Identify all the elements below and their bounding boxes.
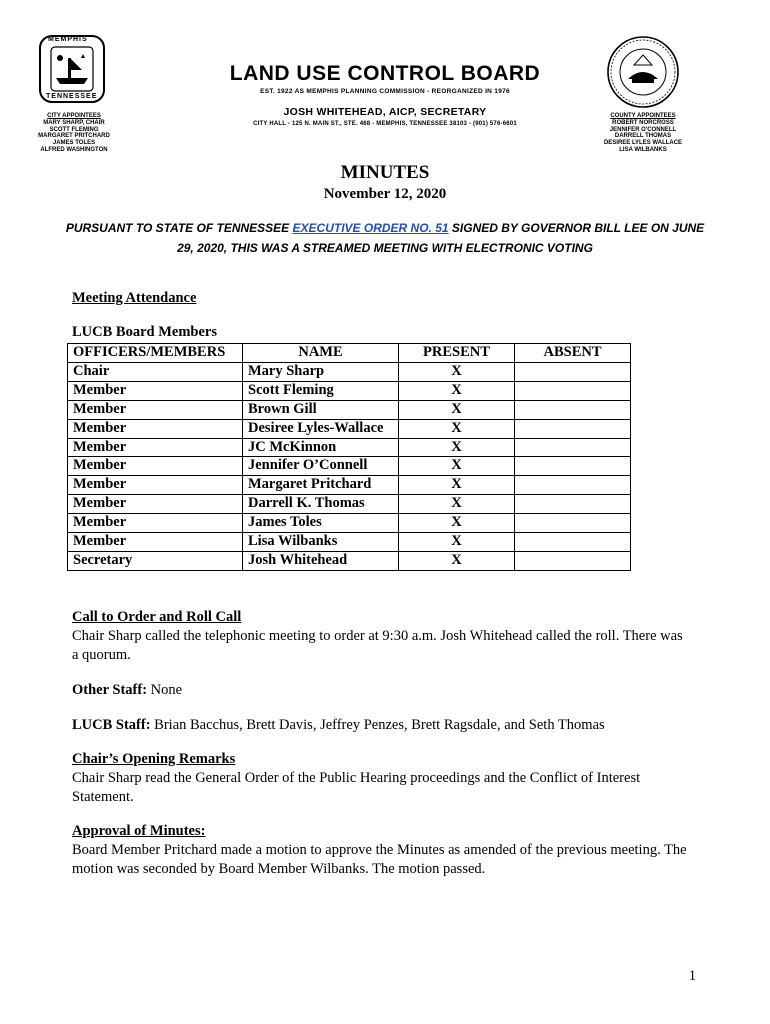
other-staff-line bbox=[72, 681, 182, 700]
role-cell: Member bbox=[68, 533, 243, 552]
table-row bbox=[68, 551, 631, 570]
other-staff-value: None bbox=[147, 682, 183, 698]
name-cell: Josh Whitehead bbox=[243, 551, 399, 570]
county-seal-logo bbox=[606, 35, 680, 109]
minutes-title: MINUTES bbox=[340, 162, 430, 183]
established-line: EST. 1922 AS MEMPHIS PLANNING COMMISSION - REORGANIZED IN 1976 bbox=[260, 88, 510, 95]
table-row bbox=[68, 400, 631, 419]
city-appointee: ALFRED WASHINGTON bbox=[40, 146, 108, 153]
absent-cell bbox=[515, 476, 631, 495]
county-appointee: DARRELL THOMAS bbox=[614, 133, 672, 140]
city-appointees bbox=[36, 113, 112, 154]
table-row bbox=[68, 381, 631, 400]
present-cell: X bbox=[399, 533, 515, 552]
absent-cell bbox=[515, 514, 631, 533]
city-appointee: MARY SHARP, CHAIR bbox=[43, 119, 105, 126]
absent-cell bbox=[515, 551, 631, 570]
role-cell: Member bbox=[68, 381, 243, 400]
absent-cell bbox=[515, 457, 631, 476]
city-appointee: MARGARET PRITCHARD bbox=[38, 133, 110, 140]
column-header-role: OFFICERS/MEMBERS bbox=[68, 344, 243, 363]
table-row bbox=[68, 419, 631, 438]
name-cell: JC McKinnon bbox=[243, 438, 399, 457]
present-cell: X bbox=[399, 457, 515, 476]
city-seal-text-top: MEMPHIS bbox=[48, 36, 88, 43]
absent-cell bbox=[515, 362, 631, 381]
role-cell: Member bbox=[68, 457, 243, 476]
role-cell: Secretary bbox=[68, 551, 243, 570]
absent-cell bbox=[515, 419, 631, 438]
address-line: CITY HALL - 125 N. MAIN ST., STE. 468 - MEMPHIS, TENNESSEE 38103 - (901) 576-6601 bbox=[253, 121, 517, 127]
approval-text: Board Member Pritchard made a motion to approve the Minutes as amended of the previous meeting. The motion was seconded by Board Member Wilbanks. The motion passed. bbox=[72, 842, 687, 877]
absent-cell bbox=[515, 438, 631, 457]
approval-heading: Approval of Minutes: bbox=[72, 823, 206, 839]
county-appointee: DESIREE LYLES WALLACE bbox=[603, 140, 683, 147]
county-appointee: LISA WILBANKS bbox=[619, 146, 667, 153]
role-cell: Member bbox=[68, 400, 243, 419]
name-cell: Brown Gill bbox=[243, 400, 399, 419]
board-title: LAND USE CONTROL BOARD bbox=[229, 62, 541, 85]
present-cell: X bbox=[399, 362, 515, 381]
table-header-row bbox=[68, 344, 631, 363]
role-cell: Member bbox=[68, 476, 243, 495]
name-cell: Jennifer O’Connell bbox=[243, 457, 399, 476]
column-header-present: PRESENT bbox=[399, 344, 515, 363]
name-cell: James Toles bbox=[243, 514, 399, 533]
role-cell: Member bbox=[68, 419, 243, 438]
present-cell: X bbox=[399, 400, 515, 419]
name-cell: Darrell K. Thomas bbox=[243, 495, 399, 514]
present-cell: X bbox=[399, 476, 515, 495]
name-cell: Margaret Pritchard bbox=[243, 476, 399, 495]
present-cell: X bbox=[399, 514, 515, 533]
city-appointee: JAMES TOLES bbox=[52, 140, 96, 147]
role-cell: Member bbox=[68, 495, 243, 514]
table-row bbox=[68, 533, 631, 552]
name-cell: Mary Sharp bbox=[243, 362, 399, 381]
pursuant-notice bbox=[60, 218, 710, 258]
table-row bbox=[68, 457, 631, 476]
city-appointee: SCOTT FLEMING bbox=[49, 126, 99, 133]
city-seal-text-bottom: TENNESSEE bbox=[46, 93, 98, 100]
opening-remarks-heading: Chair’s Opening Remarks bbox=[72, 751, 236, 767]
county-appointees-heading: COUNTY APPOINTEES bbox=[610, 113, 676, 119]
attendance-heading: Meeting Attendance bbox=[72, 290, 197, 306]
present-cell: X bbox=[399, 438, 515, 457]
meeting-date: November 12, 2020 bbox=[323, 186, 447, 202]
name-cell: Lisa Wilbanks bbox=[243, 533, 399, 552]
lucb-staff-label: LUCB Staff: bbox=[72, 717, 151, 733]
lucb-staff-value: Brian Bacchus, Brett Davis, Jeffrey Penzes, Brett Ragsdale, and Seth Thomas bbox=[150, 717, 605, 733]
present-cell: X bbox=[399, 381, 515, 400]
county-appointee: ROBERT NORCROSS bbox=[612, 119, 674, 126]
absent-cell bbox=[515, 495, 631, 514]
name-cell: Scott Fleming bbox=[243, 381, 399, 400]
board-members-subheading: LUCB Board Members bbox=[72, 324, 217, 340]
role-cell: Chair bbox=[68, 362, 243, 381]
role-cell: Member bbox=[68, 438, 243, 457]
present-cell: X bbox=[399, 495, 515, 514]
city-appointees-heading: CITY APPOINTEES bbox=[47, 113, 101, 119]
absent-cell bbox=[515, 533, 631, 552]
column-header-name: NAME bbox=[243, 344, 399, 363]
county-appointees bbox=[600, 113, 686, 154]
attendance-table bbox=[67, 343, 631, 571]
role-cell: Member bbox=[68, 514, 243, 533]
table-row bbox=[68, 438, 631, 457]
name-cell: Desiree Lyles-Wallace bbox=[243, 419, 399, 438]
table-row bbox=[68, 514, 631, 533]
absent-cell bbox=[515, 381, 631, 400]
present-cell: X bbox=[399, 419, 515, 438]
absent-cell bbox=[515, 400, 631, 419]
column-header-absent: ABSENT bbox=[515, 344, 631, 363]
present-cell: X bbox=[399, 551, 515, 570]
pursuant-text-after: SIGNED BY GOVERNOR BILL LEE ON JUNE 29, 2020, THIS WAS A STREAMED MEETING WITH ELECTRONIC VOTING bbox=[177, 221, 705, 255]
executive-order-link[interactable]: EXECUTIVE ORDER NO. 51 bbox=[292, 221, 449, 235]
opening-remarks-text: Chair Sharp read the General Order of the Public Hearing proceedings and the Conflict of Interest Statement. bbox=[72, 770, 641, 805]
table-row bbox=[68, 476, 631, 495]
call-to-order-heading: Call to Order and Roll Call bbox=[72, 609, 242, 625]
table-row bbox=[68, 495, 631, 514]
secretary-line: JOSH WHITEHEAD, AICP, SECRETARY bbox=[283, 106, 487, 118]
table-row bbox=[68, 362, 631, 381]
other-staff-label: Other Staff: bbox=[72, 682, 148, 698]
call-to-order-text: Chair Sharp called the telephonic meeting to order at 9:30 a.m. Josh Whitehead called the roll. There was a quorum. bbox=[72, 628, 683, 663]
page-number: 1 bbox=[688, 968, 696, 984]
pursuant-text-before: PURSUANT TO STATE OF TENNESSEE bbox=[65, 221, 293, 235]
lucb-staff-line bbox=[72, 716, 605, 735]
county-appointee: JENNIFER O'CONNELL bbox=[609, 126, 677, 133]
